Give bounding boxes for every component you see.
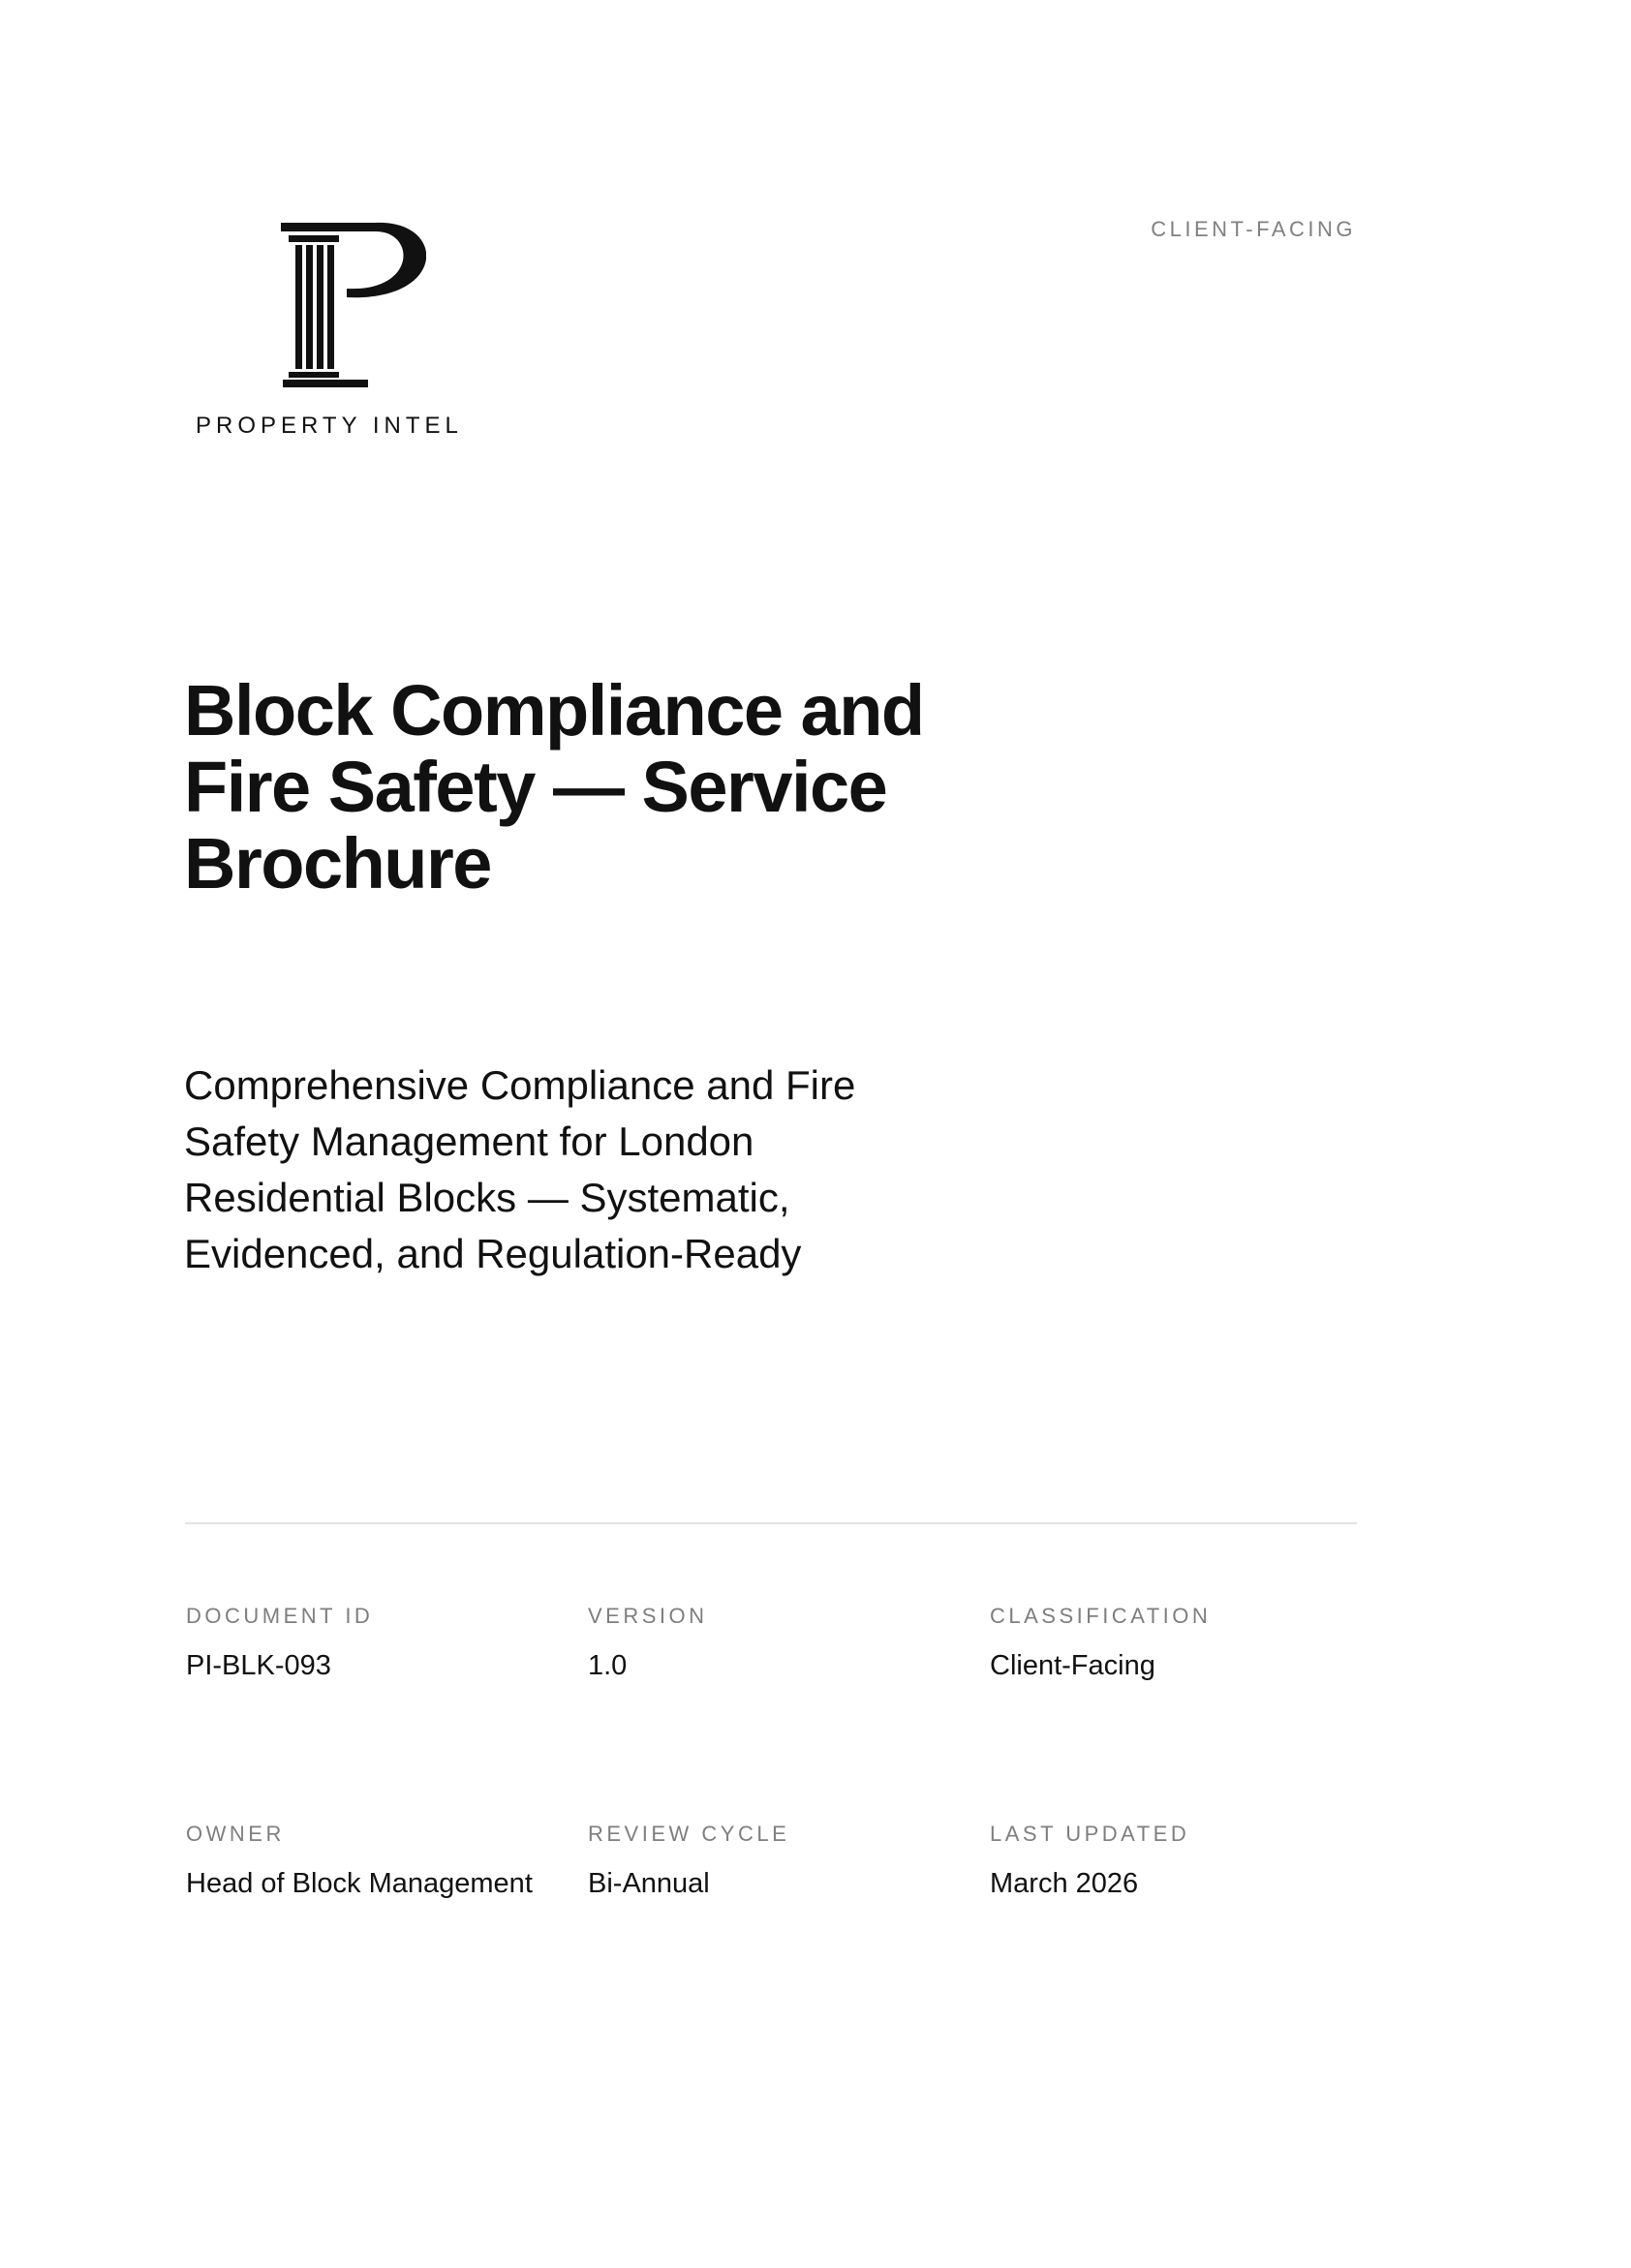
meta-value: Bi-Annual <box>588 1868 710 1899</box>
meta-label: VERSION <box>588 1604 708 1628</box>
document-subtitle: Comprehensive Compliance and Fire Safety Management for London Residential Blocks — Systematic, Evidenced, and Regulation-Ready <box>184 1062 856 1276</box>
meta-value: March 2026 <box>990 1868 1139 1899</box>
meta-value: 1.0 <box>588 1650 628 1681</box>
meta-value: Client-Facing <box>990 1650 1155 1681</box>
meta-label: LAST UPDATED <box>990 1822 1190 1846</box>
meta-label: REVIEW CYCLE <box>588 1822 790 1846</box>
meta-value: Head of Block Management <box>186 1868 533 1899</box>
document-title: Block Compliance and Fire Safety — Service Brochure <box>184 670 924 904</box>
meta-owner <box>186 1822 573 1900</box>
pillar-p-logo-icon <box>281 219 426 393</box>
meta-review-cycle <box>588 1822 975 1900</box>
meta-document-id <box>186 1604 573 1682</box>
logo-wordmark: PROPERTY INTEL <box>196 413 463 439</box>
meta-classification <box>990 1604 1377 1682</box>
meta-value: PI-BLK-093 <box>186 1650 331 1681</box>
meta-label: DOCUMENT ID <box>186 1604 374 1628</box>
meta-last-updated <box>990 1822 1377 1900</box>
meta-version <box>588 1604 975 1682</box>
meta-label: CLASSIFICATION <box>990 1604 1212 1628</box>
section-divider <box>185 1522 1357 1524</box>
classification-tag: CLIENT-FACING <box>1151 217 1356 241</box>
meta-label: OWNER <box>186 1822 285 1846</box>
